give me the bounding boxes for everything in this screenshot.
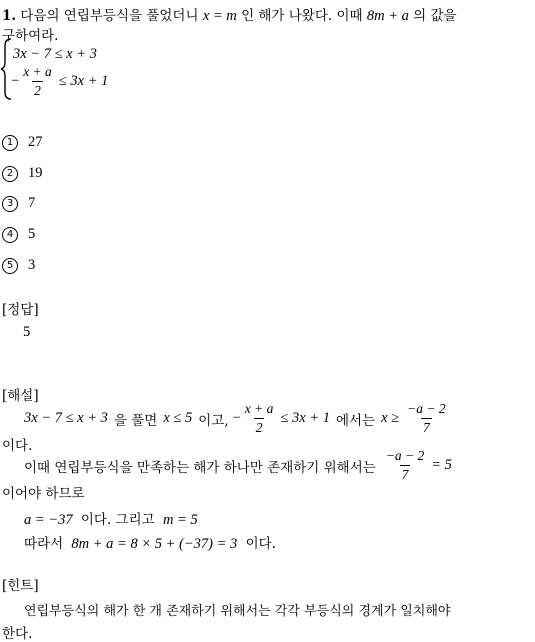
expl-text-and: 이고, — [198, 412, 229, 429]
choice-marker: 4 — [2, 227, 18, 243]
expl-math-x-ge: x ≥ — [381, 410, 400, 426]
expl-math-m-value: m = 5 — [162, 512, 198, 528]
choice-value: 27 — [28, 134, 43, 150]
choice-marker: 2 — [2, 166, 18, 182]
question-text-3: 의 값을 — [413, 8, 457, 24]
expl-text-therefore: 따라서 — [24, 536, 64, 552]
expl-text-here: 에서는 — [335, 412, 376, 429]
system-line-2 — [11, 64, 108, 99]
explanation-line-2: 이다. — [2, 438, 33, 454]
choice-1[interactable] — [2, 134, 43, 151]
expl-text-then: 이다. 그리고 — [80, 512, 155, 528]
system-line-2-numerator: x + a — [23, 64, 52, 79]
expl-fraction-3-numerator: −a − 2 — [385, 448, 425, 463]
choice-value: 19 — [28, 165, 43, 181]
choice-marker: 1 — [2, 135, 18, 151]
system-line-1: 3x − 7 ≤ x + 3 — [13, 46, 97, 62]
explanation-line-1 — [24, 401, 450, 436]
explanation-line-6 — [24, 532, 276, 553]
expl-math-result: 8m + a = 8 × 5 + (−37) = 3 — [71, 536, 238, 552]
hint-line-2: 한다. — [2, 626, 33, 642]
choice-5[interactable] — [2, 257, 35, 274]
explanation-label: [해설] — [2, 388, 39, 404]
answer-value: 5 — [23, 324, 31, 340]
hint-label: [힌트] — [2, 578, 39, 594]
expl-math-ineq1: 3x − 7 ≤ x + 3 — [24, 410, 108, 426]
expl-text-condition: 이때 연립부등식을 만족하는 해가 하나만 존재하기 위해서는 — [24, 459, 376, 476]
choice-2[interactable] — [2, 165, 43, 182]
expl-math-a-value: a = −37 — [24, 512, 73, 528]
question-line-2: 구하여라. — [2, 28, 59, 44]
question-line-1 — [2, 4, 457, 25]
choice-4[interactable] — [2, 226, 35, 243]
choice-value: 3 — [28, 257, 36, 273]
expl-fraction-1-numerator: x + a — [244, 401, 274, 416]
system-line-2-fraction — [21, 64, 54, 99]
expl-math-rhs: ≤ 3x + 1 — [280, 410, 330, 426]
expl-fraction-2-numerator: −a − 2 — [407, 401, 446, 416]
expl-fraction-1 — [243, 401, 276, 436]
answer-label: [정답] — [2, 302, 39, 318]
question-math-x-eq-m: x = m — [202, 8, 237, 24]
system-line-2-rhs: ≤ 3x + 1 — [58, 73, 109, 89]
question-number: 1. — [2, 8, 17, 24]
choice-marker: 5 — [2, 258, 18, 274]
expl-fraction-3 — [384, 448, 426, 483]
expl-math-x-le-5: x ≤ 5 — [163, 410, 193, 426]
system-line-2-minus: − — [11, 73, 20, 89]
choice-3[interactable] — [2, 195, 35, 212]
choice-value: 7 — [28, 195, 36, 211]
expl-fraction-3-denominator: 7 — [401, 467, 409, 482]
choice-value: 5 — [28, 226, 36, 242]
expl-fraction-1-denominator: 2 — [255, 420, 263, 435]
explanation-line-3 — [24, 448, 452, 483]
question-math-8m-a: 8m + a — [366, 8, 409, 24]
expl-fraction-2-denominator: 7 — [422, 420, 430, 435]
expl-fraction-2 — [405, 401, 447, 436]
explanation-line-5 — [24, 508, 198, 529]
expl-text-solve: 을 풀면 — [113, 412, 158, 429]
question-text-2: 인 해가 나왔다. 이때 — [241, 8, 363, 24]
expl-minus: − — [232, 410, 241, 426]
expl-text-end: 이다. — [245, 536, 276, 552]
choice-marker: 3 — [2, 196, 18, 212]
hint-line-1: 연립부등식의 해가 한 개 존재하기 위해서는 각각 부등식의 경계가 일치해야 — [24, 604, 451, 619]
question-text-1: 다음의 연립부등식을 풀었더니 — [20, 8, 199, 24]
explanation-line-4: 이어야 하므로 — [2, 486, 85, 502]
expl-math-eq-5: = 5 — [431, 457, 452, 473]
system-line-2-denominator: 2 — [34, 83, 41, 98]
